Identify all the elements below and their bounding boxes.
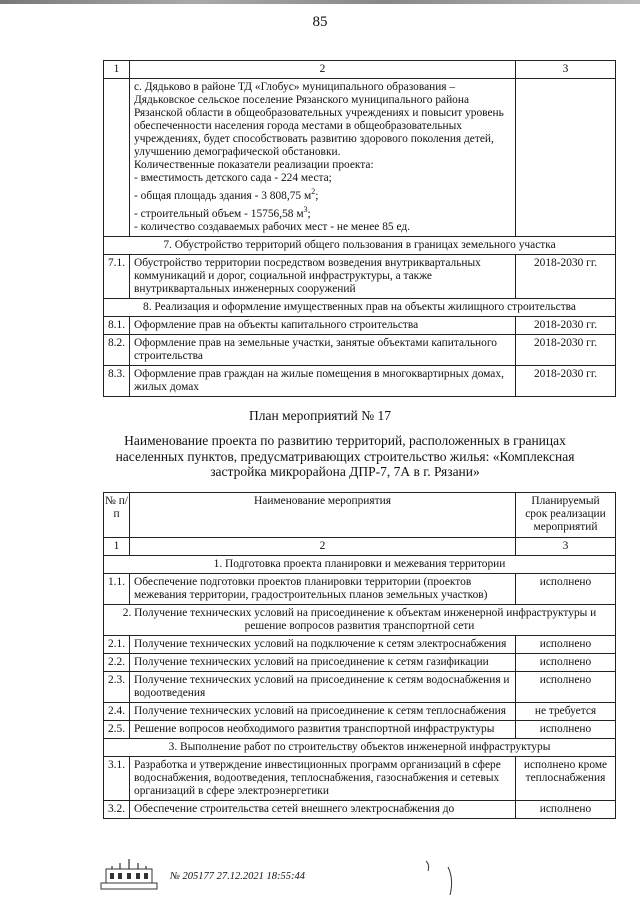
row-text: Оформление прав на объекты капитального строительства xyxy=(130,316,516,334)
row-status: исполнено xyxy=(516,672,616,703)
table-row xyxy=(104,721,616,739)
col-number: 1 xyxy=(104,61,130,79)
row-text: Получение технических условий на присоединение к сетям теплоснабжения xyxy=(130,703,516,721)
project-name: Наименование проекта по развитию территорий, расположенных в границах населенных пунктов, предусматривающих строительство жилья: «Комплексная застройка микрорайона ДПР-7, 7А в г. Рязани» xyxy=(115,433,575,479)
row-text: Получение технических условий на присоединение к сетям водоснабжения и водоотведения xyxy=(130,672,516,703)
column-number-row xyxy=(104,538,616,556)
row-term: 2018-2030 гг. xyxy=(516,254,616,298)
table-row xyxy=(104,703,616,721)
table-row xyxy=(104,334,616,365)
project-description: с. Дядьково в районе ТД «Глобус» муниципального образования – Дядьковское сельское поселение Рязанского муниципального района Рязанской области в общеобразовательных учреждениях и повысит уровень обеспеченности населения города местами в общеобразовательных учреждениях, будет способствовать развитию здорового поколения детей, улучшению демографической обстановки. xyxy=(134,81,504,158)
table-row xyxy=(104,636,616,654)
pen-mark-icon xyxy=(418,857,478,897)
row-number: 2.3. xyxy=(104,672,130,703)
table-row xyxy=(104,672,616,703)
footer xyxy=(98,857,618,897)
row-number: 3.2. xyxy=(104,801,130,819)
row-number: 7.1. xyxy=(104,254,130,298)
row-text: Обустройство территории посредством возведения внутриквартальных коммуникаций и дорог, социальной инфраструктуры, а также внутриквартальных инженерных сооружений xyxy=(130,254,516,298)
col-number: 1 xyxy=(104,538,130,556)
row-text: Получение технических условий на подключение к сетям электроснабжения xyxy=(130,636,516,654)
row-text: Обеспечение подготовки проектов планировки территории (проектов межевания территории, градостроительных планов земельных участков) xyxy=(130,574,516,605)
registry-stamp-icon xyxy=(98,857,160,891)
row-term: 2018-2030 гг. xyxy=(516,365,616,396)
section-header xyxy=(104,739,616,757)
measures-table-continued xyxy=(103,60,616,397)
column-number-row xyxy=(104,61,616,79)
row-status: исполнено xyxy=(516,654,616,672)
indicator-volume: - строительный объем - 15756,58 $м^3$; xyxy=(134,204,311,220)
table-row xyxy=(104,316,616,334)
row-text: Решение вопросов необходимого развития транспортной инфраструктуры xyxy=(130,721,516,739)
indicators-title: Количественные показатели реализации проекта: xyxy=(134,159,374,171)
row-number: 3.1. xyxy=(104,757,130,801)
table-row xyxy=(104,365,616,396)
row-status: исполнено xyxy=(516,636,616,654)
row-term: 2018-2030 гг. xyxy=(516,316,616,334)
row-number: 1.1. xyxy=(104,574,130,605)
section-3-title: 3. Выполнение работ по строительству объектов инженерной инфраструктуры xyxy=(104,739,616,757)
section-2-title: 2. Получение технических условий на присоединение к объектам инженерной инфраструктуры и решение вопросов развития транспортной сети xyxy=(104,605,616,636)
row-status: исполнено xyxy=(516,574,616,605)
section-header xyxy=(104,605,616,636)
header-term: Планируемый срок реализации мероприятий xyxy=(516,493,616,538)
table-row xyxy=(104,574,616,605)
row-status: исполнено кроме теплоснабжения xyxy=(516,757,616,801)
section-header xyxy=(104,556,616,574)
indicator-area: - общая площадь здания - 3 808,75 $м^2$; xyxy=(134,187,319,202)
section-1-title: 1. Подготовка проекта планировки и межевания территории xyxy=(104,556,616,574)
registration-stamp: № 205177 27.12.2021 18:55:44 xyxy=(170,871,306,882)
row-number: 2.2. xyxy=(104,654,130,672)
table-row xyxy=(104,801,616,819)
row-status: исполнено xyxy=(516,721,616,739)
row-term: 2018-2030 гг. xyxy=(516,334,616,365)
indicator-capacity: - вместимость детского сада - 224 места; xyxy=(134,172,332,184)
row-status: исполнено xyxy=(516,801,616,819)
row-text: Оформление прав граждан на жилые помещения в многоквартирных домах, жилых домах xyxy=(130,365,516,396)
table-row xyxy=(104,757,616,801)
row-text: Обеспечение строительства сетей внешнего электроснабжения до xyxy=(130,801,516,819)
row-number: 8.2. xyxy=(104,334,130,365)
section-7-title: 7. Обустройство территорий общего пользования в границах земельного участка xyxy=(104,236,616,254)
row-text: Оформление прав на земельные участки, занятые объектами капитального строительства xyxy=(130,334,516,365)
continuation-text xyxy=(130,79,516,237)
col-number: 3 xyxy=(516,538,616,556)
table-row xyxy=(104,654,616,672)
section-header xyxy=(104,298,616,316)
page-number: 85 xyxy=(312,14,328,30)
scan-edge xyxy=(0,0,640,4)
row-number: 2.1. xyxy=(104,636,130,654)
col-number: 3 xyxy=(516,61,616,79)
section-header xyxy=(104,236,616,254)
row-number: 8.3. xyxy=(104,365,130,396)
row-number: 8.1. xyxy=(104,316,130,334)
row-text: Получение технических условий на присоединение к сетям газификации xyxy=(130,654,516,672)
indicator-jobs: - количество создаваемых рабочих мест - не менее 85 ед. xyxy=(134,220,410,233)
row-status: не требуется xyxy=(516,703,616,721)
plan-17-table xyxy=(103,492,616,819)
col-number: 2 xyxy=(130,538,516,556)
row-number: 2.4. xyxy=(104,703,130,721)
row-text: Разработка и утверждение инвестиционных программ организаций в сфере водоснабжения, водоотведения, теплоснабжения, газоснабжения и сетевых организаций в сфере электроэнергетики xyxy=(130,757,516,801)
header-name: Наименование мероприятия xyxy=(130,493,516,538)
table-row xyxy=(104,254,616,298)
row-number: 2.5. xyxy=(104,721,130,739)
section-8-title: 8. Реализация и оформление имущественных прав на объекты жилищного строительства xyxy=(104,298,616,316)
continuation-row xyxy=(104,79,616,237)
plan-title: План мероприятий № 17 xyxy=(248,408,391,423)
header-row xyxy=(104,493,616,538)
header-num: № п/п xyxy=(104,493,130,538)
col-number: 2 xyxy=(130,61,516,79)
